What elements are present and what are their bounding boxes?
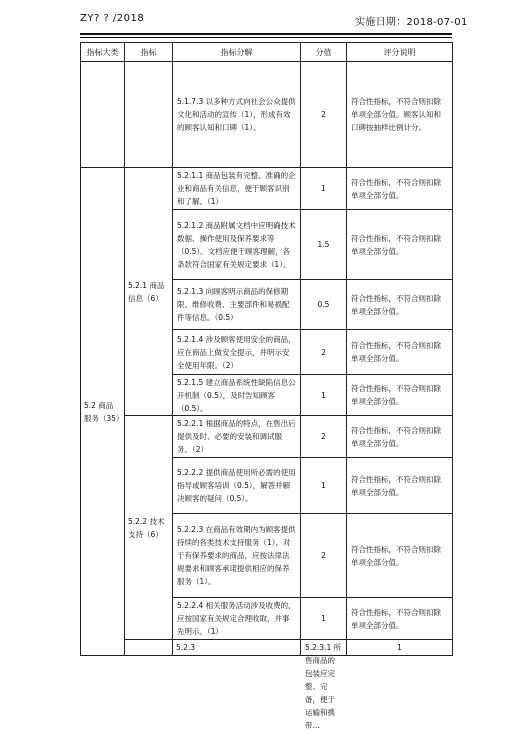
score-cell: 1 bbox=[301, 598, 347, 640]
column-header: 指标 bbox=[125, 43, 173, 62]
score-cell: 1 bbox=[301, 168, 347, 210]
score-value: 1 bbox=[397, 642, 402, 652]
breakdown-text: 5.2.3.1 所售商品的包装应完整、完备，便于运输和携带… bbox=[305, 642, 342, 730]
score-cell: 1 bbox=[301, 375, 347, 416]
scoring-note-cell: 符合性指标，不符合则扣除单项全部分值。 bbox=[347, 330, 453, 375]
scoring-note-cell: 符合性指标，不符合则扣除单项全部分值。 bbox=[347, 514, 453, 598]
breakdown-cell: 5.2.2.3 在商品有效期内为顾客提供持续的各类技术支持服务（1），对于有保养要求的商品，应按法律法规要求和顾客承诺提供相应的保养服务（1）。 bbox=[173, 514, 301, 598]
breakdown-cell: 5.2.1.5 建立商品系统性缺陷信息公开机制（0.5），及时告知顾客（0.5）。 bbox=[173, 375, 301, 416]
scoring-note-cell: 符合性指标，不符合则扣除单项全部分值。 bbox=[347, 458, 453, 514]
indicator-label: 5.2.3 bbox=[176, 642, 196, 652]
scoring-note-cell: 符合性指标，不符合则扣除单项全部分值。 bbox=[347, 375, 453, 416]
score-cell bbox=[347, 640, 453, 656]
category-cell bbox=[125, 640, 173, 656]
column-header: 指标大类 bbox=[81, 43, 125, 62]
scoring-note-cell: 符合性指标，不符合则扣除单项全部分值。 bbox=[347, 168, 453, 210]
column-header: 评分说明 bbox=[347, 43, 453, 62]
scoring-note-cell: 符合性指标，不符合则扣除单项全部分值。顾客认知和口碑按抽样比例计分。 bbox=[347, 62, 453, 168]
table-row bbox=[81, 62, 453, 168]
header-rule-thin bbox=[80, 37, 452, 38]
indicator-cell bbox=[125, 62, 173, 168]
breakdown-cell: 5.2.2.2 提供商品使用所必需的使用指导或顾客培训（0.5），解答并解决顾客的疑问（0.5）。 bbox=[173, 458, 301, 514]
indicator-cell bbox=[173, 640, 301, 656]
document-code: ZY? ? /2018 bbox=[80, 13, 145, 24]
indicator-cell: 5.2.1 商品信息（6） bbox=[125, 168, 173, 416]
breakdown-cell: 5.2.1.1 商品包装有完整、准确的企业和商品有关信息，便于顾客识别和了解。（1） bbox=[173, 168, 301, 210]
table-row bbox=[81, 416, 453, 458]
score-cell: 2 bbox=[301, 514, 347, 598]
scoring-note-cell: 符合性指标，不符合则扣除单项全部分值。 bbox=[347, 280, 453, 330]
score-cell: 2 bbox=[301, 330, 347, 375]
score-cell: 2 bbox=[301, 416, 347, 458]
breakdown-cell: 5.2.1.4 涉及顾客使用安全的商品，应在商品上做安全提示，并明示安全使用年限。（2） bbox=[173, 330, 301, 375]
table-header-row bbox=[81, 43, 453, 62]
score-cell: 1 bbox=[301, 458, 347, 514]
score-cell: 2 bbox=[301, 62, 347, 168]
column-header: 指标分解 bbox=[173, 43, 301, 62]
column-header: 分值 bbox=[301, 43, 347, 62]
category-cell bbox=[81, 62, 125, 168]
breakdown-cell: 5.1.7.3 以多种方式向社会公众提供文化和活动的宣传（1），形成有效的顾客认知和口碑（1）。 bbox=[173, 62, 301, 168]
score-cell: 0.5 bbox=[301, 280, 347, 330]
scoring-note-cell: 符合性指标，不符合则扣除单项全部分值。 bbox=[347, 210, 453, 280]
breakdown-cell: 5.2.2.1 根据商品的特点，在售出后提供及时、必要的安装和调试服务。（2） bbox=[173, 416, 301, 458]
scoring-note-cell: 符合性指标，不符合则扣除单项全部分值。 bbox=[347, 416, 453, 458]
header-rule-thick bbox=[80, 33, 452, 35]
breakdown-cell: 5.2.1.3 向顾客明示商品的保修期限、维修收费、主要部件和易损配件等信息。（0.5） bbox=[173, 280, 301, 330]
breakdown-cell bbox=[301, 640, 347, 730]
scoring-note-cell: 符合性指标，不符合则扣除单项全部分值。 bbox=[347, 598, 453, 640]
breakdown-cell: 5.2.2.4 相关服务活动涉及收费的，应按国家有关规定合理收取，并事先明示。（1） bbox=[173, 598, 301, 640]
breakdown-cell: 5.2.1.2 商品附属文档中应明确技术数据、操作使用及保养要求等（0.5）。文档应便于顾客理解，各条款符合国家有关规定要求（1）。 bbox=[173, 210, 301, 280]
scoring-table bbox=[80, 42, 453, 730]
table-row bbox=[81, 168, 453, 210]
category-cell: 5.2 商品服务（35） bbox=[81, 168, 125, 656]
indicator-cell: 5.2.2 技术支持（6） bbox=[125, 416, 173, 640]
table-row bbox=[81, 640, 453, 656]
implementation-date: 实施日期：2018-07-01 bbox=[355, 17, 468, 28]
score-cell: 1.5 bbox=[301, 210, 347, 280]
